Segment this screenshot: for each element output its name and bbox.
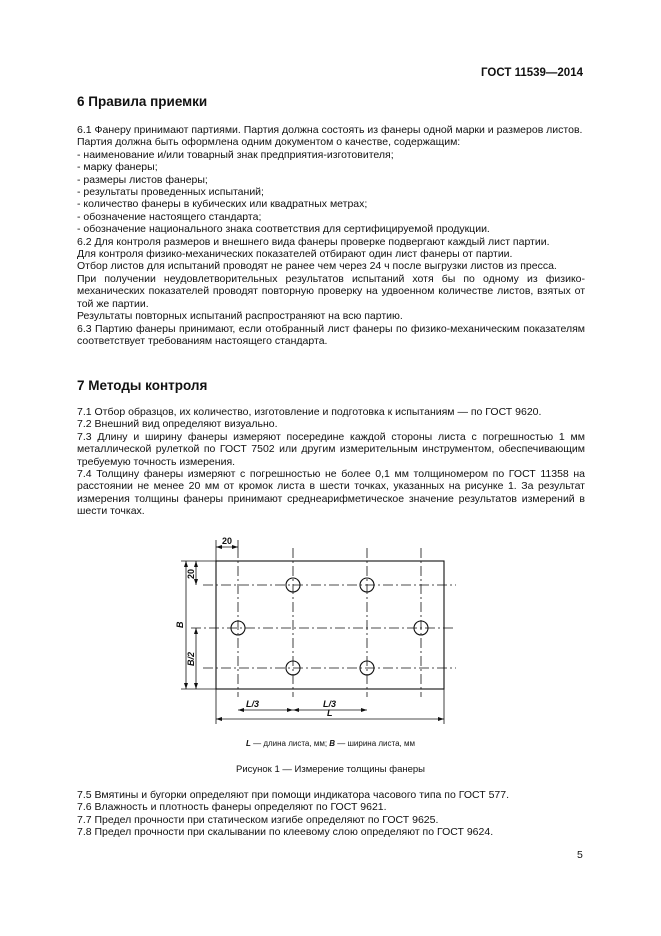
dim-L3-first: L/3 xyxy=(246,699,260,709)
figure-caption: Рисунок 1 — Измерение толщины фанеры xyxy=(235,764,425,775)
dim-L: L xyxy=(327,708,333,718)
paragraph-6-3: 6.3 Партию фанеры принимают, если отобранный лист фанеры по физико-механическим показателям соответствует требованиям настоящего стандарта. xyxy=(77,322,585,347)
dim-B: B xyxy=(175,621,185,628)
page-number: 5 xyxy=(577,849,583,861)
dim-B-half: B/2 xyxy=(186,651,196,666)
list-item: - обозначение настоящего стандарта; xyxy=(77,210,262,223)
paragraph-6-1: 6.1 Фанеру принимают партиями. Партия должна состоять из фанеры одной марки и размеров листов. xyxy=(77,124,583,136)
paragraph: Для контроля физико-механических показателей отбирают один лист фанеры от партии. xyxy=(77,248,513,261)
paragraph: Партия должна быть оформлена одним документом о качестве, содержащим: xyxy=(77,136,461,149)
paragraph-7-1: 7.1 Отбор образцов, их количество, изготовление и подготовка к испытаниям — по ГОСТ 9620. xyxy=(77,406,542,418)
paragraph-7-4: 7.4 Толщину фанеры измеряют с погрешностью не более 0,1 мм толщиномером по ГОСТ 11358 на расстоянии не менее 20 мм от кромок листа в шести точках, указанных на рисунке 1. За результат измерения толщины фанеры принимают среднеарифметическое значение результатов измерений в шести точках. xyxy=(77,468,585,518)
paragraph-7-5: 7.5 Вмятины и бугорки определяют при помощи индикатора часового типа по ГОСТ 577. xyxy=(77,789,510,801)
section-7-continued xyxy=(77,789,585,839)
list-item: - наименование и/или товарный знак предприятия-изготовителя; xyxy=(77,148,394,161)
paragraph: При получении неудовлетворительных результатов испытаний хотя бы по одному из физико-механических показателей проводят повторную проверку на удвоенном количестве листов, взятых от той же партии. xyxy=(77,272,585,310)
paragraph-7-3: 7.3 Длину и ширину фанеры измеряют посередине каждой стороны листа с погрешностью 1 мм металлической рулеткой по ГОСТ 7502 или другим измерительным инструментом, обеспечивающим требуемую точность измерения. xyxy=(77,430,585,468)
dim-L3-second: L/3 xyxy=(323,699,337,709)
list-item: - обозначение национального знака соответствия для сертифицируемой продукции. xyxy=(77,223,490,236)
section-6-heading: 6 Правила приемки xyxy=(77,94,208,109)
list-item: - размеры листов фанеры; xyxy=(77,173,208,186)
paragraph-7-6: 7.6 Влажность и плотность фанеры определяют по ГОСТ 9621. xyxy=(77,801,387,814)
list-item: - результаты проведенных испытаний; xyxy=(77,186,264,199)
legend-B-symbol: B xyxy=(329,739,336,748)
list-item: - марку фанеры; xyxy=(77,161,158,174)
paragraph-6-2: 6.2 Для контроля размеров и внешнего вида фанеры проверке подвергают каждый лист партии. xyxy=(77,235,550,248)
standard-header: ГОСТ 11539—2014 xyxy=(481,67,583,79)
paragraph: Отбор листов для испытаний проводят не ранее чем через 24 ч после выгрузки листов из пресса. xyxy=(77,260,557,273)
sheet-outline xyxy=(216,561,444,689)
legend-B-text: — ширина листа, мм xyxy=(335,739,415,748)
section-7-heading: 7 Методы контроля xyxy=(77,378,208,393)
paragraph-7-7: 7.7 Предел прочности при статическом изгибе определяют по ГОСТ 9625. xyxy=(77,813,439,826)
legend-L-symbol: L xyxy=(245,739,251,748)
dim-20-top: 20 xyxy=(222,536,233,546)
list-item: - количество фанеры в кубических или квадратных метрах; xyxy=(77,198,368,211)
legend-L-text: — длина листа, мм; xyxy=(250,739,330,748)
paragraph: Результаты повторных испытаний распространяют на всю партию. xyxy=(77,310,403,323)
figure-legend xyxy=(0,739,661,748)
paragraph-7-8: 7.8 Предел прочности при скалывании по клеевому слою определяют по ГОСТ 9624. xyxy=(77,826,494,839)
paragraph-7-2: 7.2 Внешний вид определяют визуально. xyxy=(77,418,278,431)
dim-20-side: 20 xyxy=(186,568,196,579)
